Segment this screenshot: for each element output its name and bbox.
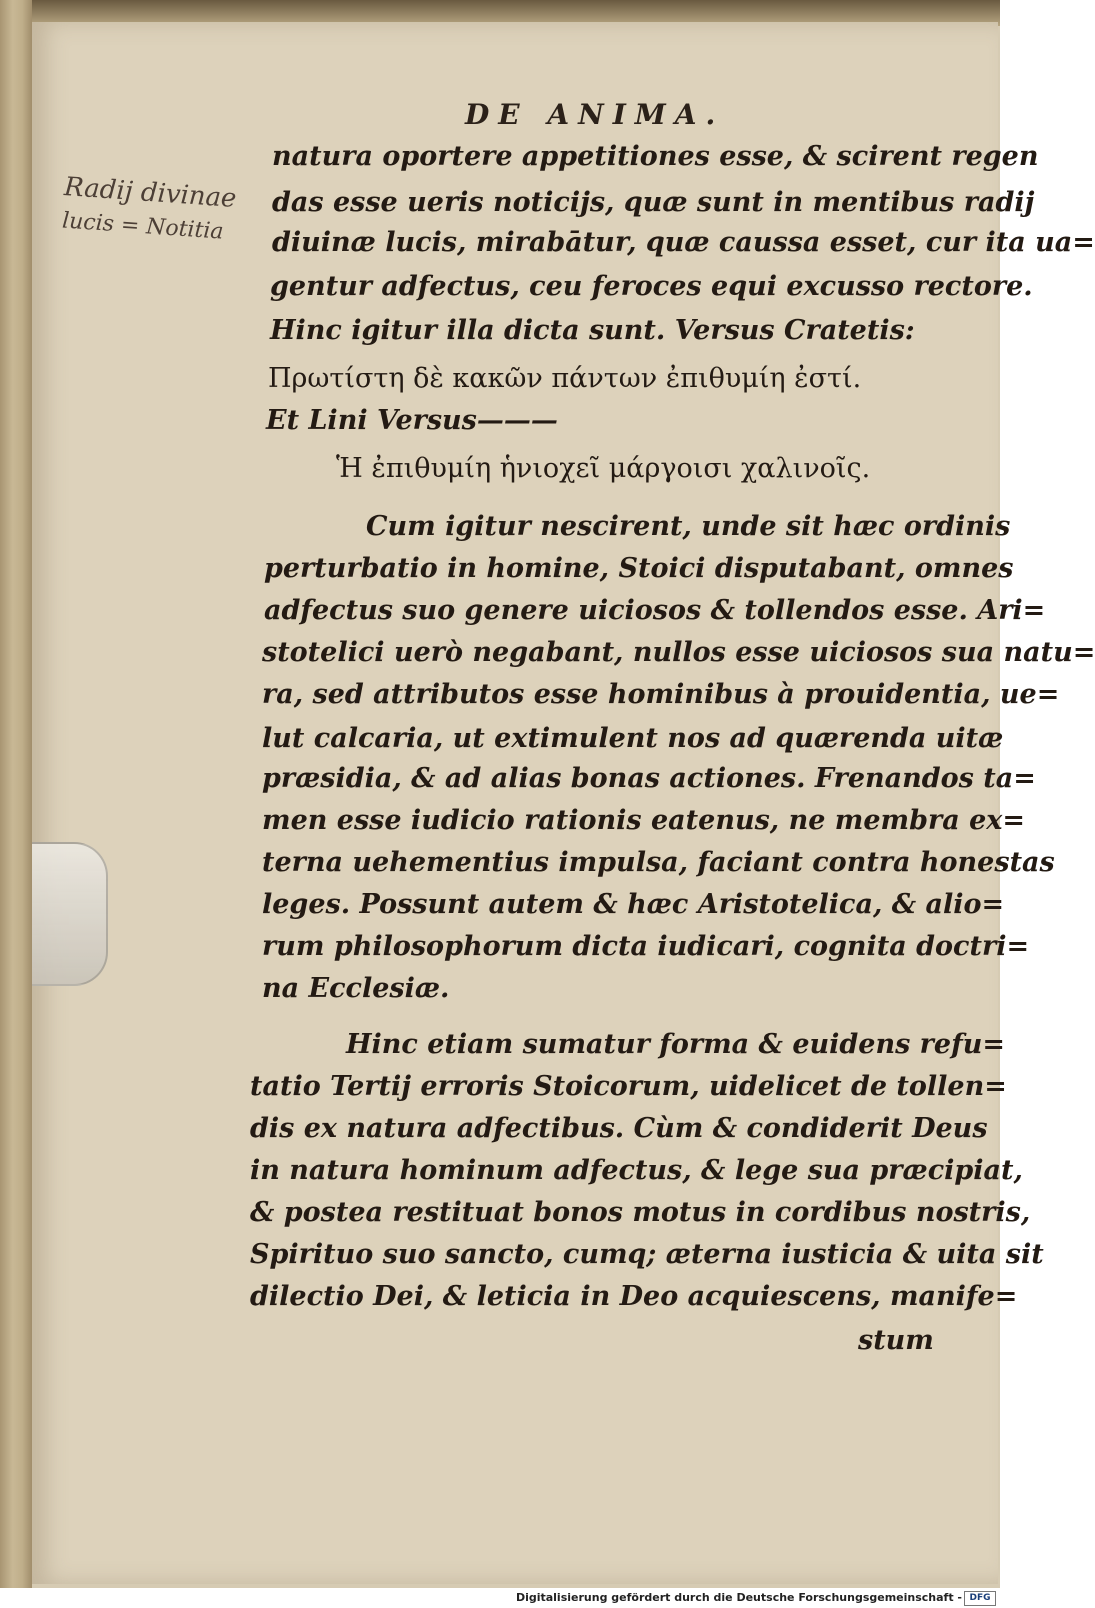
text-line: gentur adfectus, ceu feroces equi excusso rectore. bbox=[270, 271, 1033, 302]
text-line: natura oportere appetitiones esse, & scirent regen bbox=[272, 141, 1039, 172]
text-line: dilectio Dei, & leticia in Deo acquiescens, manife= bbox=[250, 1281, 1018, 1312]
text-line: Hinc etiam sumatur forma & euidens refu= bbox=[346, 1029, 1005, 1060]
page-clip bbox=[32, 842, 108, 986]
margin-note-2: lucis = Notitia bbox=[61, 208, 225, 245]
text-line: stotelici uerò negabant, nullos esse uiciosos sua natu= bbox=[262, 637, 1095, 668]
text-line: rum philosophorum dicta iudicari, cognita doctri= bbox=[262, 931, 1030, 962]
text-line: lut calcaria, ut extimulent nos ad quærenda uitæ bbox=[262, 723, 1004, 754]
margin-note-1: Radij divinae bbox=[63, 172, 238, 214]
greek-verse-lini: Ἡ ἐπιθυμίη ἡνιοχεῖ μάργοισι χαλινοῖς. bbox=[336, 453, 871, 484]
footer-bar bbox=[0, 1588, 1000, 1608]
text-line: Et Lini Versus——— bbox=[266, 405, 558, 436]
text-line: in natura hominum adfectus, & lege sua præcipiat, bbox=[250, 1155, 1023, 1186]
greek-verse-cratetis: Πρωτίστη δὲ κακῶν πάντων ἐπιθυμίη ἐστί. bbox=[268, 363, 862, 394]
text-line: ra, sed attributos esse hominibus à prouidentia, ue= bbox=[262, 679, 1060, 710]
running-header: DE ANIMA. bbox=[465, 98, 725, 131]
text-line: Spirituo suo sancto, cumq; æterna iusticia & uita sit bbox=[250, 1239, 1044, 1270]
text-line: na Ecclesiæ. bbox=[262, 973, 450, 1004]
text-line: dis ex natura adfectibus. Cùm & condiderit Deus bbox=[250, 1113, 988, 1144]
text-line: & postea restituat bonos motus in cordibus nostris, bbox=[250, 1197, 1031, 1228]
text-line: terna uehementius impulsa, faciant contra honestas bbox=[262, 847, 1055, 878]
footer-credit: Digitalisierung gefördert durch die Deutsche Forschungsgemeinschaft - bbox=[515, 1591, 962, 1604]
text-line: perturbatio in homine, Stoici disputabant, omnes bbox=[264, 553, 1014, 584]
text-line: tatio Tertij erroris Stoicorum, uidelicet de tollen= bbox=[250, 1071, 1007, 1102]
text-line: adfectus suo genere uiciosos & tollendos esse. Ari= bbox=[264, 595, 1046, 626]
text-line: das esse ueris noticijs, quæ sunt in mentibus radij bbox=[272, 187, 1035, 218]
text-line: leges. Possunt autem & hæc Aristotelica, & alio= bbox=[262, 889, 1005, 920]
catchword: stum bbox=[858, 1325, 934, 1356]
text-line: diuinæ lucis, mirabātur, quæ caussa esset, cur ita ua= bbox=[272, 227, 1095, 258]
book-edge bbox=[0, 0, 32, 1588]
text-line: Cum igitur nescirent, unde sit hæc ordinis bbox=[366, 511, 1011, 542]
text-line: men esse iudicio rationis eatenus, ne membra ex= bbox=[262, 805, 1026, 836]
text-line: Hinc igitur illa dicta sunt. Versus Cratetis: bbox=[270, 315, 915, 346]
dfg-logo-icon: DFG bbox=[964, 1591, 996, 1606]
text-line: præsidia, & ad alias bonas actiones. Frenandos ta= bbox=[262, 763, 1036, 794]
